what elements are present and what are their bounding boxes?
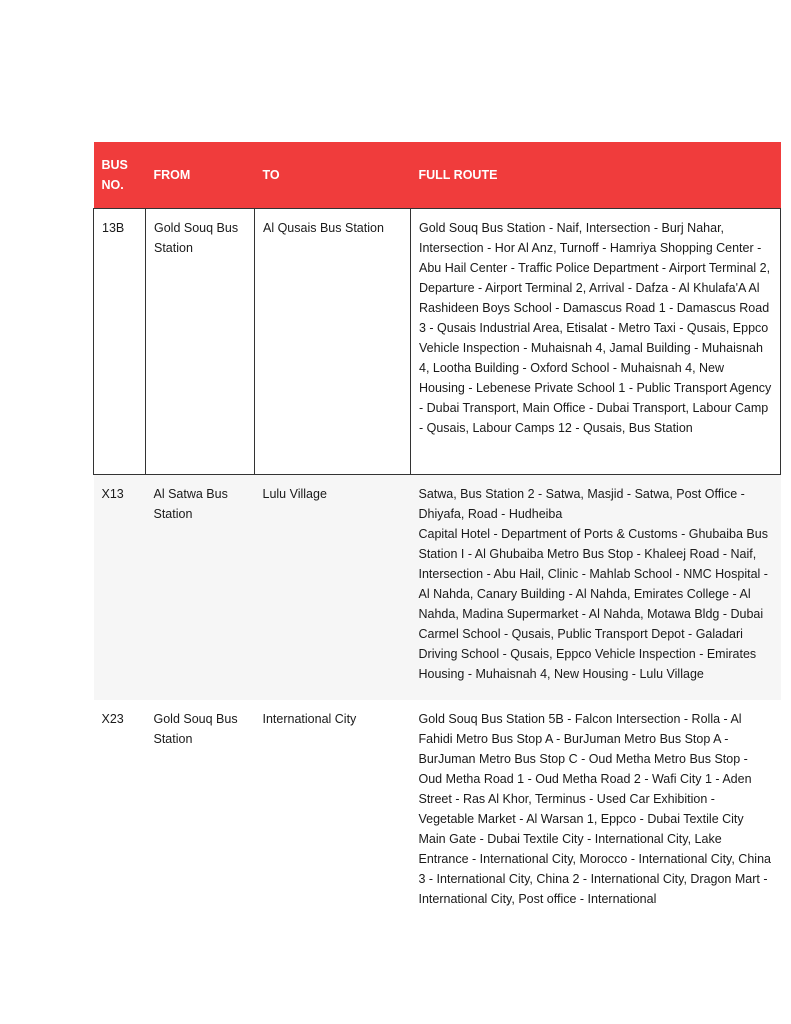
table-body <box>94 208 781 919</box>
bus-routes-table <box>93 142 781 919</box>
table-row <box>94 474 781 700</box>
to-cell: Al Qusais Bus Station <box>255 208 411 474</box>
header-to: TO <box>255 142 411 208</box>
to-cell: International City <box>255 700 411 919</box>
route-cell: Satwa, Bus Station 2 - Satwa, Masjid - Satwa, Post Office - Dhiyafa, Road - Hudheiba Capital Hotel - Department of Ports & Customs - Ghubaiba Bus Station I - Al Ghubaiba Metro Bus Stop - Khaleej Road - Naif, Intersection - Abu Hail, Clinic - Mahlab School - NMC Hospital - Al Nahda, Canary Building - Al Nahda, Emirates College - Al Nahda, Madina Supermarket - Al Nahda, Motawa Bldg - Dubai Carmel School - Qusais, Public Transport Depot - Galadari Driving School - Qusais, Eppco Vehicle Inspection - Emirates Housing - Muhaisnah 4, New Housing - Lulu Village <box>411 474 781 700</box>
to-cell: Lulu Village <box>255 474 411 700</box>
from-cell: Al Satwa Bus Station <box>146 474 255 700</box>
header-full-route: FULL ROUTE <box>411 142 781 208</box>
from-cell: Gold Souq Bus Station <box>146 208 255 474</box>
header-from: FROM <box>146 142 255 208</box>
bus-no-cell: X13 <box>94 474 146 700</box>
bus-routes-table-container <box>93 142 780 919</box>
header-row <box>94 142 781 208</box>
table-header <box>94 142 781 208</box>
header-bus-no: BUS NO. <box>94 142 146 208</box>
bus-no-cell: 13B <box>94 208 146 474</box>
from-cell: Gold Souq Bus Station <box>146 700 255 919</box>
route-cell: Gold Souq Bus Station 5B - Falcon Intersection - Rolla - Al Fahidi Metro Bus Stop A - BurJuman Metro Bus Stop A - BurJuman Metro Bus Stop C - Oud Metha Metro Bus Stop - Oud Metha Road 1 - Oud Metha Road 2 - Wafi City 1 - Aden Street - Ras Al Khor, Terminus - Used Car Exhibition - Vegetable Market - Al Warsan 1, Eppco - Dubai Textile City Main Gate - Dubai Textile City - International City, Lake Entrance - International City, Morocco - International City, China 3 - International City, China 2 - International City, Dragon Mart - International City, Post office - International <box>411 700 781 919</box>
route-cell: Gold Souq Bus Station - Naif, Intersection - Burj Nahar, Intersection - Hor Al Anz, Turnoff - Hamriya Shopping Center - Abu Hail Center - Traffic Police Department - Airport Terminal 2, Departure - Airport Terminal 2, Arrival - Dafza - Al Khulafa'A Al Rashideen Boys School - Damascus Road 1 - Damascus Road 3 - Qusais Industrial Area, Etisalat - Metro Taxi - Qusais, Eppco Vehicle Inspection - Muhaisnah 4, Jamal Building - Muhaisnah 4, Lootha Building - Oxford School - Muhaisnah 4, New Housing - Lebenese Private School 1 - Public Transport Agency - Dubai Transport, Main Office - Dubai Transport, Labour Camp - Qusais, Labour Camps 12 - Qusais, Bus Station <box>411 208 781 474</box>
table-row <box>94 208 781 474</box>
table-row <box>94 700 781 919</box>
bus-no-cell: X23 <box>94 700 146 919</box>
